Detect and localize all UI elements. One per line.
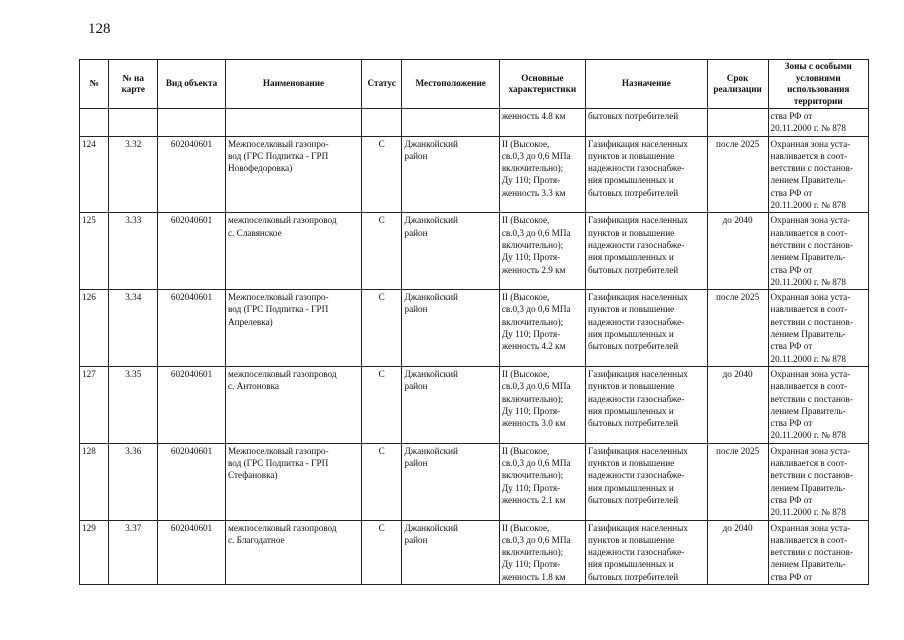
cell-map-num: 3.37	[109, 520, 158, 584]
cell-purpose: Газификация населенных пунктов и повышение надежности газоснабже- ния промышленных и бытовых потребителей	[586, 290, 708, 367]
cell-map-num: 3.33	[109, 213, 158, 290]
cell-name: Межпоселковый газопро- вод (ГРС Подпитка - ГРП Апрелевка)	[226, 290, 362, 367]
cell-status: С	[361, 213, 402, 290]
cell-purpose: Газификация населенных пунктов и повышение надежности газоснабже- ния промышленных и бытовых потребителей	[586, 443, 708, 520]
table-row	[80, 213, 869, 290]
cell-map-num: 3.34	[109, 290, 158, 367]
continuation-row	[80, 109, 869, 137]
cell-location: Джанкойский район	[402, 520, 499, 584]
gas-pipeline-table	[79, 59, 869, 585]
cell-location: Джанкойский район	[402, 366, 499, 443]
cell-object-type: 602040601	[158, 366, 226, 443]
cell-status: С	[361, 290, 402, 367]
cell-term: до 2040	[707, 213, 768, 290]
header-zones: Зоны с особыми условиями использования территории	[768, 60, 868, 109]
cell-object-type: 602040601	[158, 520, 226, 584]
cell-map-num: 3.32	[109, 136, 158, 213]
cell-status: С	[361, 520, 402, 584]
cell-characteristics: женность 4.8 км	[499, 109, 585, 137]
cell-term: после 2025	[707, 443, 768, 520]
cell-empty	[402, 109, 499, 137]
cell-term: после 2025	[707, 290, 768, 367]
cell-empty	[109, 109, 158, 137]
cell-characteristics: II (Высокое, св.0,3 до 0,6 МПа включительно); Ду 110; Протя- женность 1.8 км	[499, 520, 585, 584]
table-row	[80, 136, 869, 213]
cell-name: межпоселковый газопровод с. Благодатное	[226, 520, 362, 584]
cell-purpose: бытовых потребителей	[586, 109, 708, 137]
header-num: №	[80, 60, 109, 109]
cell-object-type: 602040601	[158, 213, 226, 290]
cell-zones: Охранная зона уста- навливается в соот- ветствии с постанов- лением Правитель- ства РФ от 20.11.2000 г. № 878	[768, 366, 868, 443]
cell-characteristics: II (Высокое, св.0,3 до 0,6 МПа включительно); Ду 110; Протя- женность 2.1 км	[499, 443, 585, 520]
header-object-type: Вид объекта	[158, 60, 226, 109]
cell-num: 129	[80, 520, 109, 584]
cell-name: Межпоселковый газопро- вод (ГРС Подпитка - ГРП Новофедоровка)	[226, 136, 362, 213]
header-map-num: № на карте	[109, 60, 158, 109]
table-row	[80, 290, 869, 367]
cell-term: после 2025	[707, 136, 768, 213]
cell-purpose: Газификация населенных пунктов и повышение надежности газоснабже- ния промышленных и бытовых потребителей	[586, 520, 708, 584]
cell-location: Джанкойский район	[402, 136, 499, 213]
cell-status: С	[361, 136, 402, 213]
table-row	[80, 520, 869, 584]
header-purpose: Назначение	[586, 60, 708, 109]
cell-status: С	[361, 443, 402, 520]
cell-empty	[707, 109, 768, 137]
cell-zones: Охранная зона уста- навливается в соот- ветствии с постанов- лением Правитель- ства РФ от 20.11.2000 г. № 878	[768, 290, 868, 367]
cell-name: межпоселковый газопровод с. Антоновка	[226, 366, 362, 443]
cell-name: Межпоселковый газопро- вод (ГРС Подпитка - ГРП Стефановка)	[226, 443, 362, 520]
cell-characteristics: II (Высокое, св.0,3 до 0,6 МПа включительно); Ду 110; Протя- женность 2.9 км	[499, 213, 585, 290]
cell-num: 124	[80, 136, 109, 213]
header-location: Местоположение	[402, 60, 499, 109]
cell-location: Джанкойский район	[402, 213, 499, 290]
cell-location: Джанкойский район	[402, 443, 499, 520]
cell-empty	[80, 109, 109, 137]
table-row	[80, 443, 869, 520]
header-row	[80, 60, 869, 109]
cell-characteristics: II (Высокое, св.0,3 до 0,6 МПа включительно); Ду 110; Протя- женность 3.3 км	[499, 136, 585, 213]
cell-zones: Охранная зона уста- навливается в соот- ветствии с постанов- лением Правитель- ства РФ от 20.11.2000 г. № 878	[768, 213, 868, 290]
cell-term: до 2040	[707, 520, 768, 584]
cell-characteristics: II (Высокое, св.0,3 до 0,6 МПа включительно); Ду 110; Протя- женность 4.2 км	[499, 290, 585, 367]
header-characteristics: Основные характеристики	[499, 60, 585, 109]
cell-object-type: 602040601	[158, 443, 226, 520]
cell-zones: Охранная зона уста- навливается в соот- ветствии с постанов- лением Правитель- ства РФ от	[768, 520, 868, 584]
cell-map-num: 3.36	[109, 443, 158, 520]
cell-num: 127	[80, 366, 109, 443]
header-term: Срок реализации	[707, 60, 768, 109]
cell-zones: ства РФ от 20.11.2000 г. № 878	[768, 109, 868, 137]
cell-purpose: Газификация населенных пунктов и повышение надежности газоснабже- ния промышленных и бытовых потребителей	[586, 213, 708, 290]
page-number: 128	[88, 21, 111, 37]
table-row	[80, 366, 869, 443]
cell-location: Джанкойский район	[402, 290, 499, 367]
cell-zones: Охранная зона уста- навливается в соот- ветствии с постанов- лением Правитель- ства РФ от 20.11.2000 г. № 878	[768, 136, 868, 213]
cell-num: 128	[80, 443, 109, 520]
cell-empty	[158, 109, 226, 137]
cell-empty	[361, 109, 402, 137]
cell-zones: Охранная зона уста- навливается в соот- ветствии с постанов- лением Правитель- ства РФ от 20.11.2000 г. № 878	[768, 443, 868, 520]
cell-purpose: Газификация населенных пунктов и повышение надежности газоснабже- ния промышленных и бытовых потребителей	[586, 366, 708, 443]
cell-purpose: Газификация населенных пунктов и повышение надежности газоснабже- ния промышленных и бытовых потребителей	[586, 136, 708, 213]
header-name: Наименование	[226, 60, 362, 109]
cell-term: до 2040	[707, 366, 768, 443]
cell-object-type: 602040601	[158, 290, 226, 367]
cell-empty	[226, 109, 362, 137]
cell-num: 126	[80, 290, 109, 367]
cell-characteristics: II (Высокое, св.0,3 до 0,6 МПа включительно); Ду 110; Протя- женность 3.0 км	[499, 366, 585, 443]
header-status: Статус	[361, 60, 402, 109]
cell-status: С	[361, 366, 402, 443]
cell-num: 125	[80, 213, 109, 290]
cell-map-num: 3.35	[109, 366, 158, 443]
cell-name: межпоселковый газопровод с. Славянское	[226, 213, 362, 290]
cell-object-type: 602040601	[158, 136, 226, 213]
